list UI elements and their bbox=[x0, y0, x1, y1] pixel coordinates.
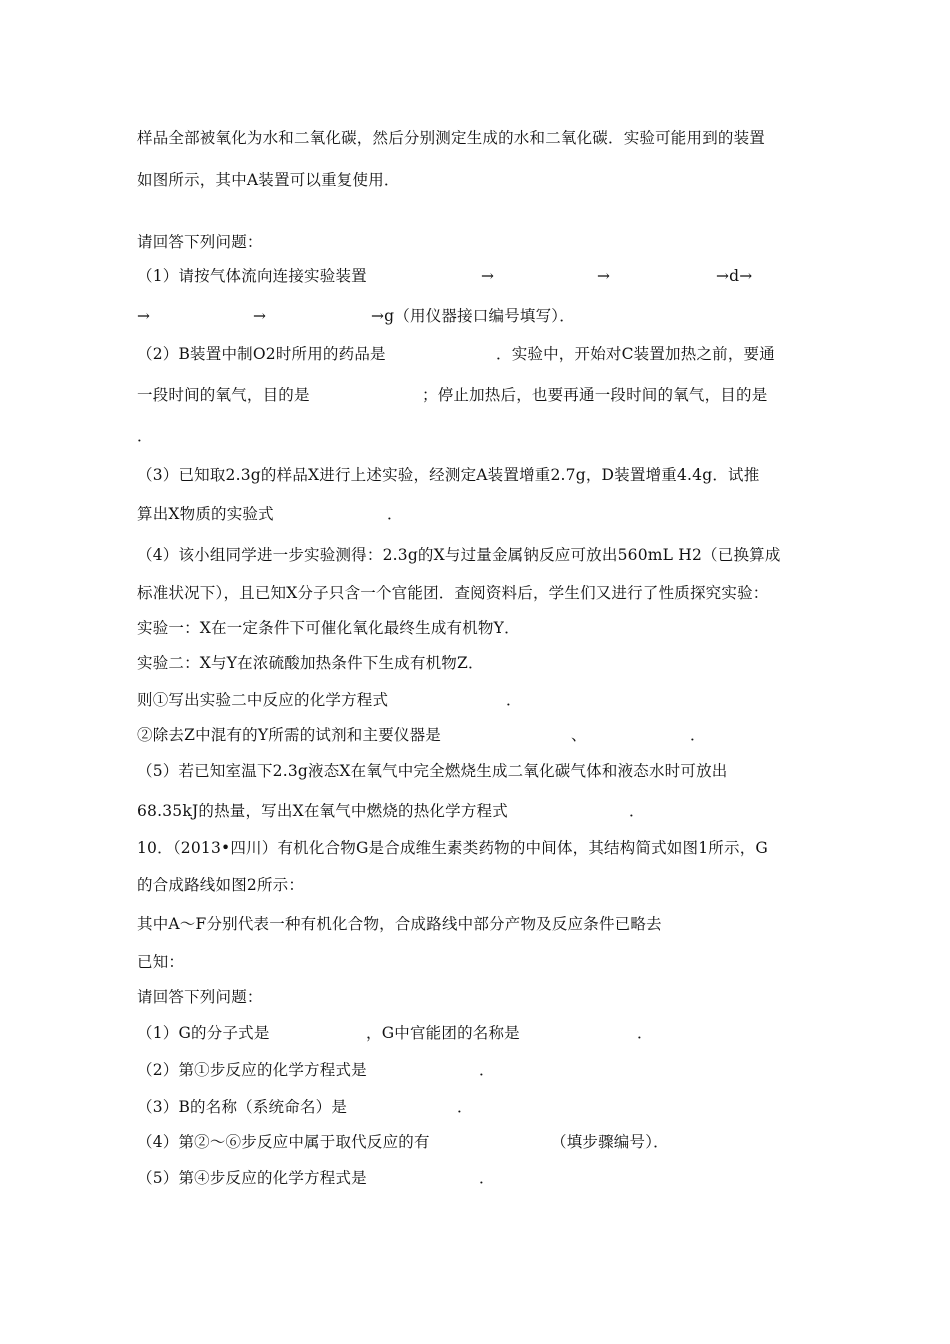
question-5-end: ． bbox=[629, 802, 645, 820]
question-4-line-2: 标准状况下），且已知X分子只含一个官能团．查阅资料后，学生们又进行了性质探究实验： bbox=[137, 584, 769, 602]
problem-10-q3-end: ． bbox=[457, 1098, 473, 1116]
arrow-2: → bbox=[597, 267, 611, 285]
question-5-line-1: （5）若已知室温下2.3g液态X在氧气中完全燃烧生成二氧化碳气体和液态水时可放出 bbox=[137, 762, 728, 780]
problem-10-title: 10．（2013•四川）有机化合物G是合成维生素类药物的中间体，其结构简式如图1所示，G bbox=[137, 839, 768, 857]
question-4-sub-1-prompt: 则①写出实验二中反应的化学方程式 bbox=[137, 691, 389, 709]
text-line: ． bbox=[137, 427, 153, 445]
question-2-purpose-2: ；停止加热后，也要再通一段时间的氧气，目的是 bbox=[422, 386, 768, 404]
arrow-g: →g（用仪器接口编号填写）． bbox=[371, 307, 575, 325]
problem-10-q1-end: ． bbox=[637, 1024, 653, 1042]
problem-10-q2-prompt: （2）第①步反应的化学方程式是 bbox=[137, 1061, 367, 1079]
text-line: 请回答下列问题： bbox=[137, 233, 263, 251]
question-2-purpose-1: 一段时间的氧气，目的是 bbox=[137, 386, 310, 404]
question-4-sub-2-sep: 、 bbox=[571, 726, 587, 744]
problem-10-q1-mid: ，G中官能团的名称是 bbox=[366, 1024, 520, 1042]
question-1-prompt: （1）请按气体流向连接实验装置 bbox=[137, 267, 367, 285]
text-line: 已知： bbox=[137, 953, 185, 971]
problem-10-q4-prompt: （4）第②～⑥步反应中属于取代反应的有 bbox=[137, 1133, 430, 1151]
problem-10-q5-prompt: （5）第④步反应的化学方程式是 bbox=[137, 1169, 367, 1187]
text-line: 的合成路线如图2所示： bbox=[137, 876, 305, 894]
problem-10-q1-prompt: （1）G的分子式是 bbox=[137, 1024, 270, 1042]
text-line: 其中A～F分别代表一种有机化合物，合成路线中部分产物及反应条件已略去 bbox=[137, 915, 662, 933]
question-5-prompt: 68.35kJ的热量，写出X在氧气中燃烧的热化学方程式 bbox=[137, 802, 508, 820]
question-4-sub-2-end: ． bbox=[690, 726, 706, 744]
experiment-2: 实验二：X与Y在浓硫酸加热条件下生成有机物Z． bbox=[137, 654, 484, 672]
arrow-d: →d→ bbox=[716, 267, 753, 285]
text-line: 如图所示，其中A装置可以重复使用． bbox=[137, 171, 400, 189]
question-3-prompt: 算出X物质的实验式 bbox=[137, 505, 274, 523]
problem-10-q3-prompt: （3）B的名称（系统命名）是 bbox=[137, 1098, 348, 1116]
problem-10-q4-end: （填步骤编号）． bbox=[551, 1133, 669, 1151]
question-2-continuation: ．实验中，开始对C装置加热之前，要通 bbox=[496, 345, 775, 363]
experiment-1: 实验一：X在一定条件下可催化氧化最终生成有机物Y． bbox=[137, 619, 520, 637]
problem-10-q2-end: ． bbox=[479, 1061, 495, 1079]
question-4-sub-2-prompt: ②除去Z中混有的Y所需的试剂和主要仪器是 bbox=[137, 726, 442, 744]
question-4-sub-1-end: ． bbox=[506, 691, 522, 709]
question-2-prompt: （2）B装置中制O2时所用的药品是 bbox=[137, 345, 386, 363]
text-line: 请回答下列问题： bbox=[137, 988, 263, 1006]
arrow-3: → bbox=[137, 307, 151, 325]
text-line: 样品全部被氧化为水和二氧化碳，然后分别测定生成的水和二氧化碳．实验可能用到的装置 bbox=[137, 129, 766, 147]
problem-10-q5-end: ． bbox=[479, 1169, 495, 1187]
question-4-line-1: （4）该小组同学进一步实验测得：2.3g的X与过量金属钠反应可放出560mL H2（已换算成 bbox=[137, 546, 781, 564]
arrow-4: → bbox=[253, 307, 267, 325]
question-3-end: ． bbox=[387, 505, 403, 523]
arrow-1: → bbox=[481, 267, 495, 285]
question-3-line-1: （3）已知取2.3g的样品X进行上述实验，经测定A装置增重2.7g，D装置增重4.4g．试推 bbox=[137, 466, 760, 484]
